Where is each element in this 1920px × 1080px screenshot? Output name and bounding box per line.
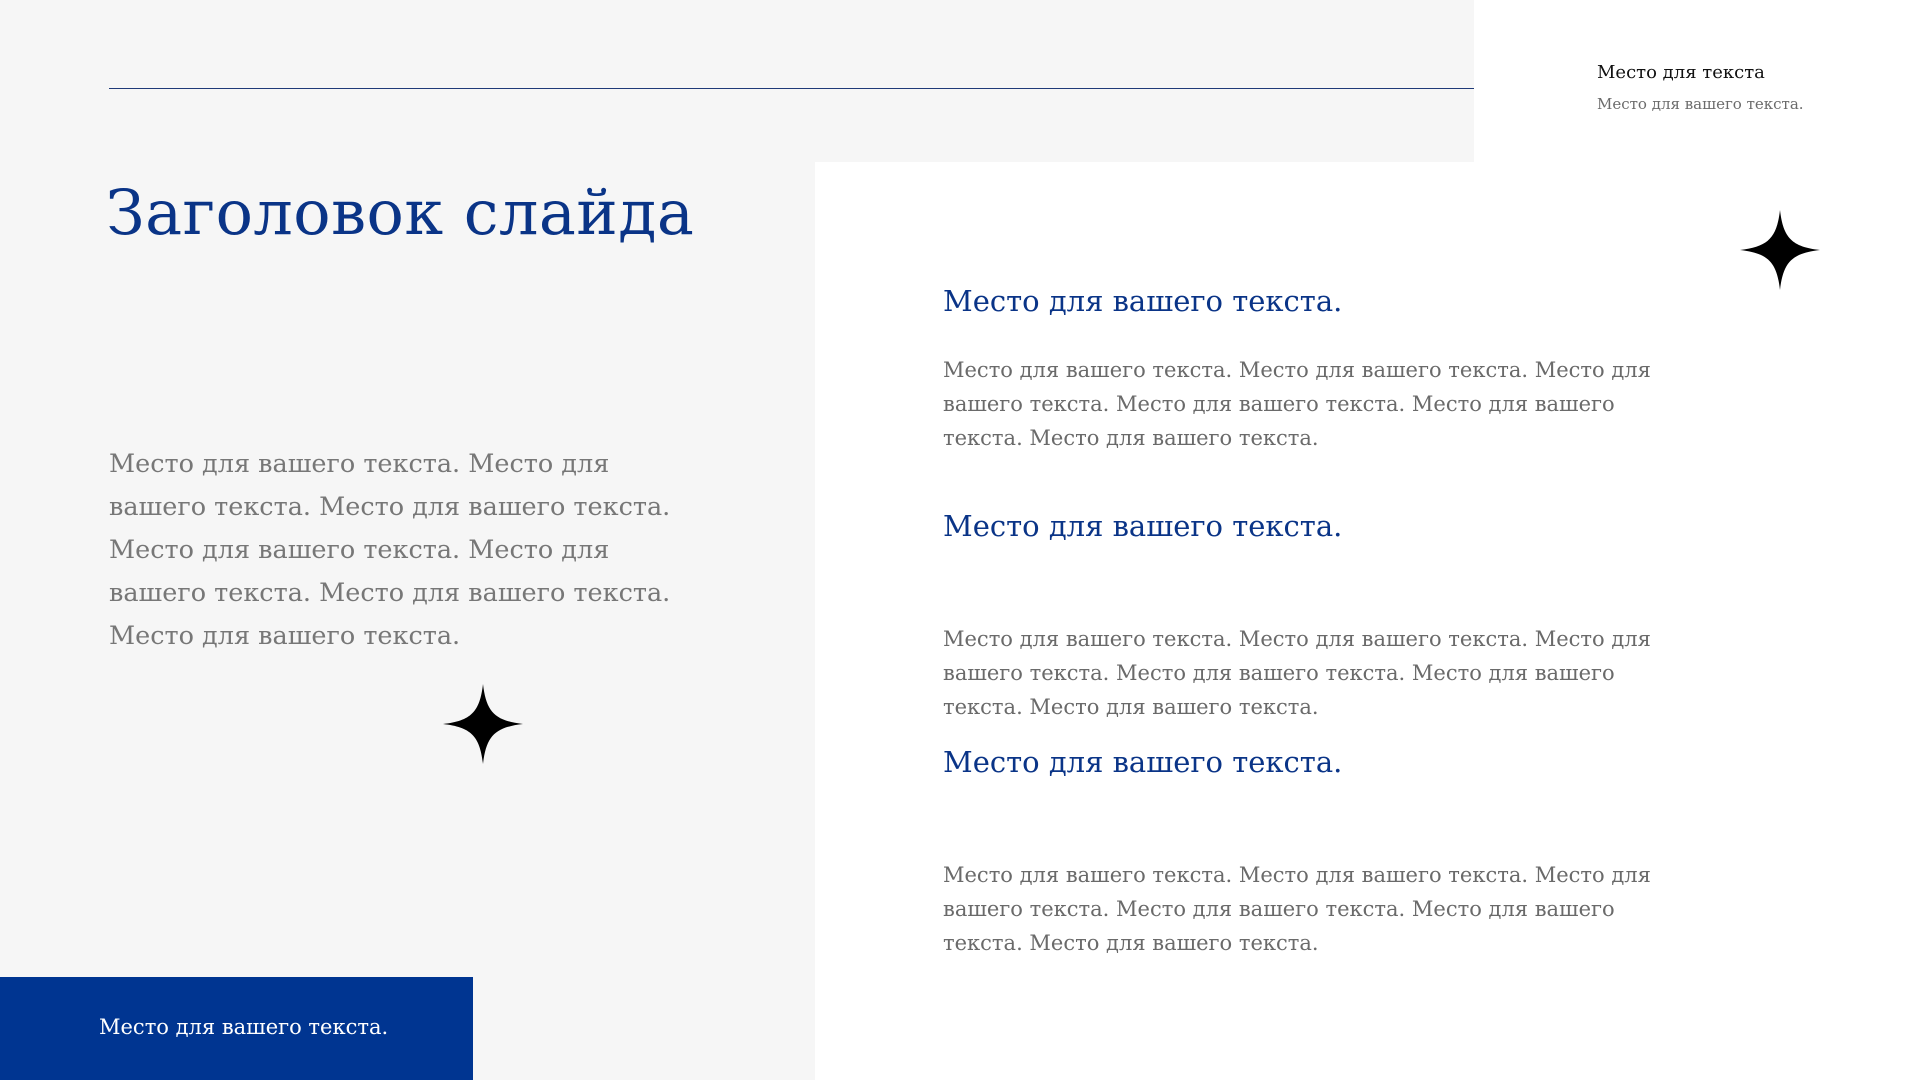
- header-divider-line: [109, 88, 1474, 89]
- section-heading-1[interactable]: Место для вашего текста.: [943, 284, 1343, 318]
- corner-title[interactable]: Место для текста: [1597, 62, 1765, 83]
- section-body-2[interactable]: Место для вашего текста. Место для вашего текста. Место для вашего текста. Место для вашего текста. Место для вашего текста. Место для вашего текста.: [943, 627, 1651, 719]
- slide-title[interactable]: Заголовок слайда: [106, 176, 695, 249]
- corner-subtitle[interactable]: Место для вашего текста.: [1597, 95, 1804, 113]
- footer-text[interactable]: Место для вашего текста.: [99, 1015, 389, 1039]
- section-heading-3[interactable]: Место для вашего текста.: [943, 745, 1343, 779]
- section-body-3[interactable]: Место для вашего текста. Место для вашего текста. Место для вашего текста. Место для вашего текста. Место для вашего текста. Место для вашего текста.: [943, 863, 1651, 955]
- left-body-text[interactable]: Место для вашего текста. Место для вашего текста. Место для вашего текста. Место для вашего текста. Место для вашего текста. Место для вашего текста. Место для вашего текста.: [109, 449, 671, 651]
- section-body-1[interactable]: Место для вашего текста. Место для вашего текста. Место для вашего текста. Место для вашего текста. Место для вашего текста. Место для вашего текста.: [943, 358, 1651, 450]
- four-point-star-icon: [443, 684, 523, 764]
- section-heading-2[interactable]: Место для вашего текста.: [943, 509, 1343, 543]
- four-point-star-icon: [1740, 210, 1820, 290]
